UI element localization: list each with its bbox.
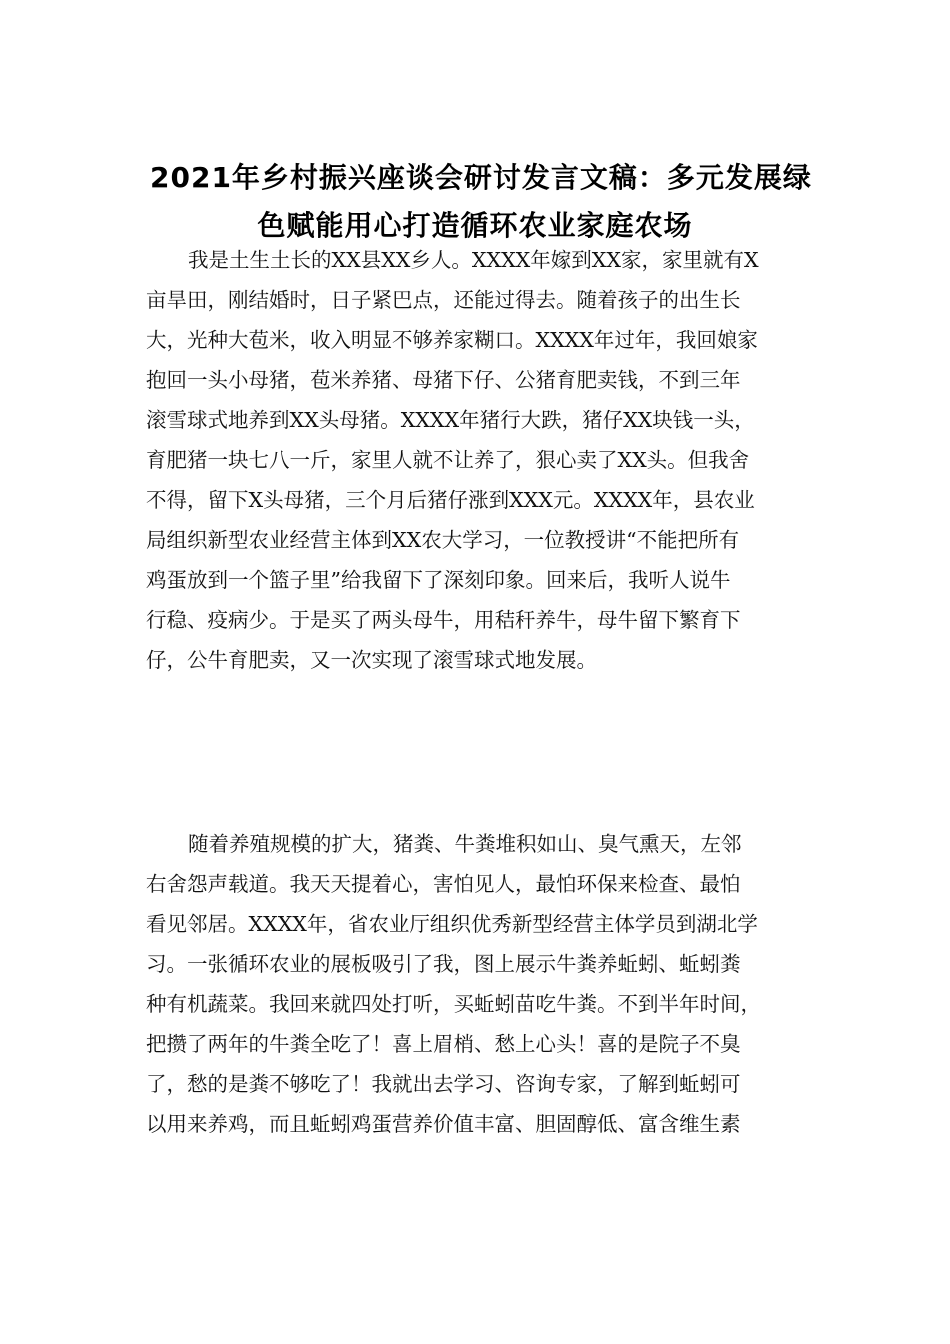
paragraph-1-line: 亩旱田，刚结婚时，日子紧巴点，还能过得去。随着孩子的出生长	[146, 288, 741, 312]
title-line-1: 2021年乡村振兴座谈会研讨发言文稿：多元发展绿	[150, 161, 812, 194]
paragraph-2	[146, 824, 806, 1144]
paragraph-1-line: 鸡蛋放到一个篮子里”给我留下了深刻印象。回来后，我听人说牛	[146, 568, 731, 592]
paragraph-1-line: 局组织新型农业经营主体到XX农大学习，一位教授讲“不能把所有	[146, 528, 740, 552]
document-title	[150, 154, 812, 250]
paragraph-2-line: 种有机蔬菜。我回来就四处打听，买蚯蚓苗吃牛粪。不到半年时间，	[146, 992, 761, 1016]
paragraph-2-line: 以用来养鸡，而且蚯蚓鸡蛋营养价值丰富、胆固醇低、富含维生素	[146, 1112, 741, 1136]
paragraph-2-line: 了，愁的是粪不够吃了！我就出去学习、咨询专家，了解到蚯蚓可	[146, 1072, 741, 1096]
paragraph-2-line: 右舍怨声载道。我天天提着心，害怕见人，最怕环保来检查、最怕	[146, 872, 741, 896]
paragraph-2-line: 习。一张循环农业的展板吸引了我，图上展示牛粪养蚯蚓、蚯蚓粪	[146, 952, 741, 976]
paragraph-1-line: 大，光种大苞米，收入明显不够养家糊口。XXXX年过年，我回娘家	[146, 328, 758, 352]
paragraph-2-line: 看见邻居。XXXX年，省农业厅组织优秀新型经营主体学员到湖北学	[146, 912, 758, 936]
paragraph-1-line: 行稳、疫病少。于是买了两头母牛，用秸秆养牛，母牛留下繁育下	[146, 608, 741, 632]
paragraph-1-line: 仔，公牛育肥卖，又一次实现了滚雪球式地发展。	[146, 648, 597, 672]
paragraph-2-line: 随着养殖规模的扩大，猪粪、牛粪堆积如山、臭气熏天，左邻	[188, 832, 742, 856]
paragraph-1-line: 育肥猪一块七八一斤，家里人就不让养了，狠心卖了XX头。但我舍	[146, 448, 750, 472]
title-line-2: 色赋能用心打造循环农业家庭农场	[257, 209, 693, 242]
paragraph-1	[146, 240, 806, 680]
paragraph-1-line: 抱回一头小母猪，苞米养猪、母猪下仔、公猪育肥卖钱，不到三年	[146, 368, 741, 392]
paragraph-1-line: 滚雪球式地养到XX头母猪。XXXX年猪行大跌，猪仔XX块钱一头，	[146, 408, 755, 432]
paragraph-1-line: 我是土生土长的XX县XX乡人。XXXX年嫁到XX家，家里就有X	[188, 248, 759, 272]
paragraph-2-line: 把攒了两年的牛粪全吃了！喜上眉梢、愁上心头！喜的是院子不臭	[146, 1032, 741, 1056]
paragraph-1-line: 不得，留下X头母猪，三个月后猪仔涨到XXX元。XXXX年，县农业	[146, 488, 755, 512]
